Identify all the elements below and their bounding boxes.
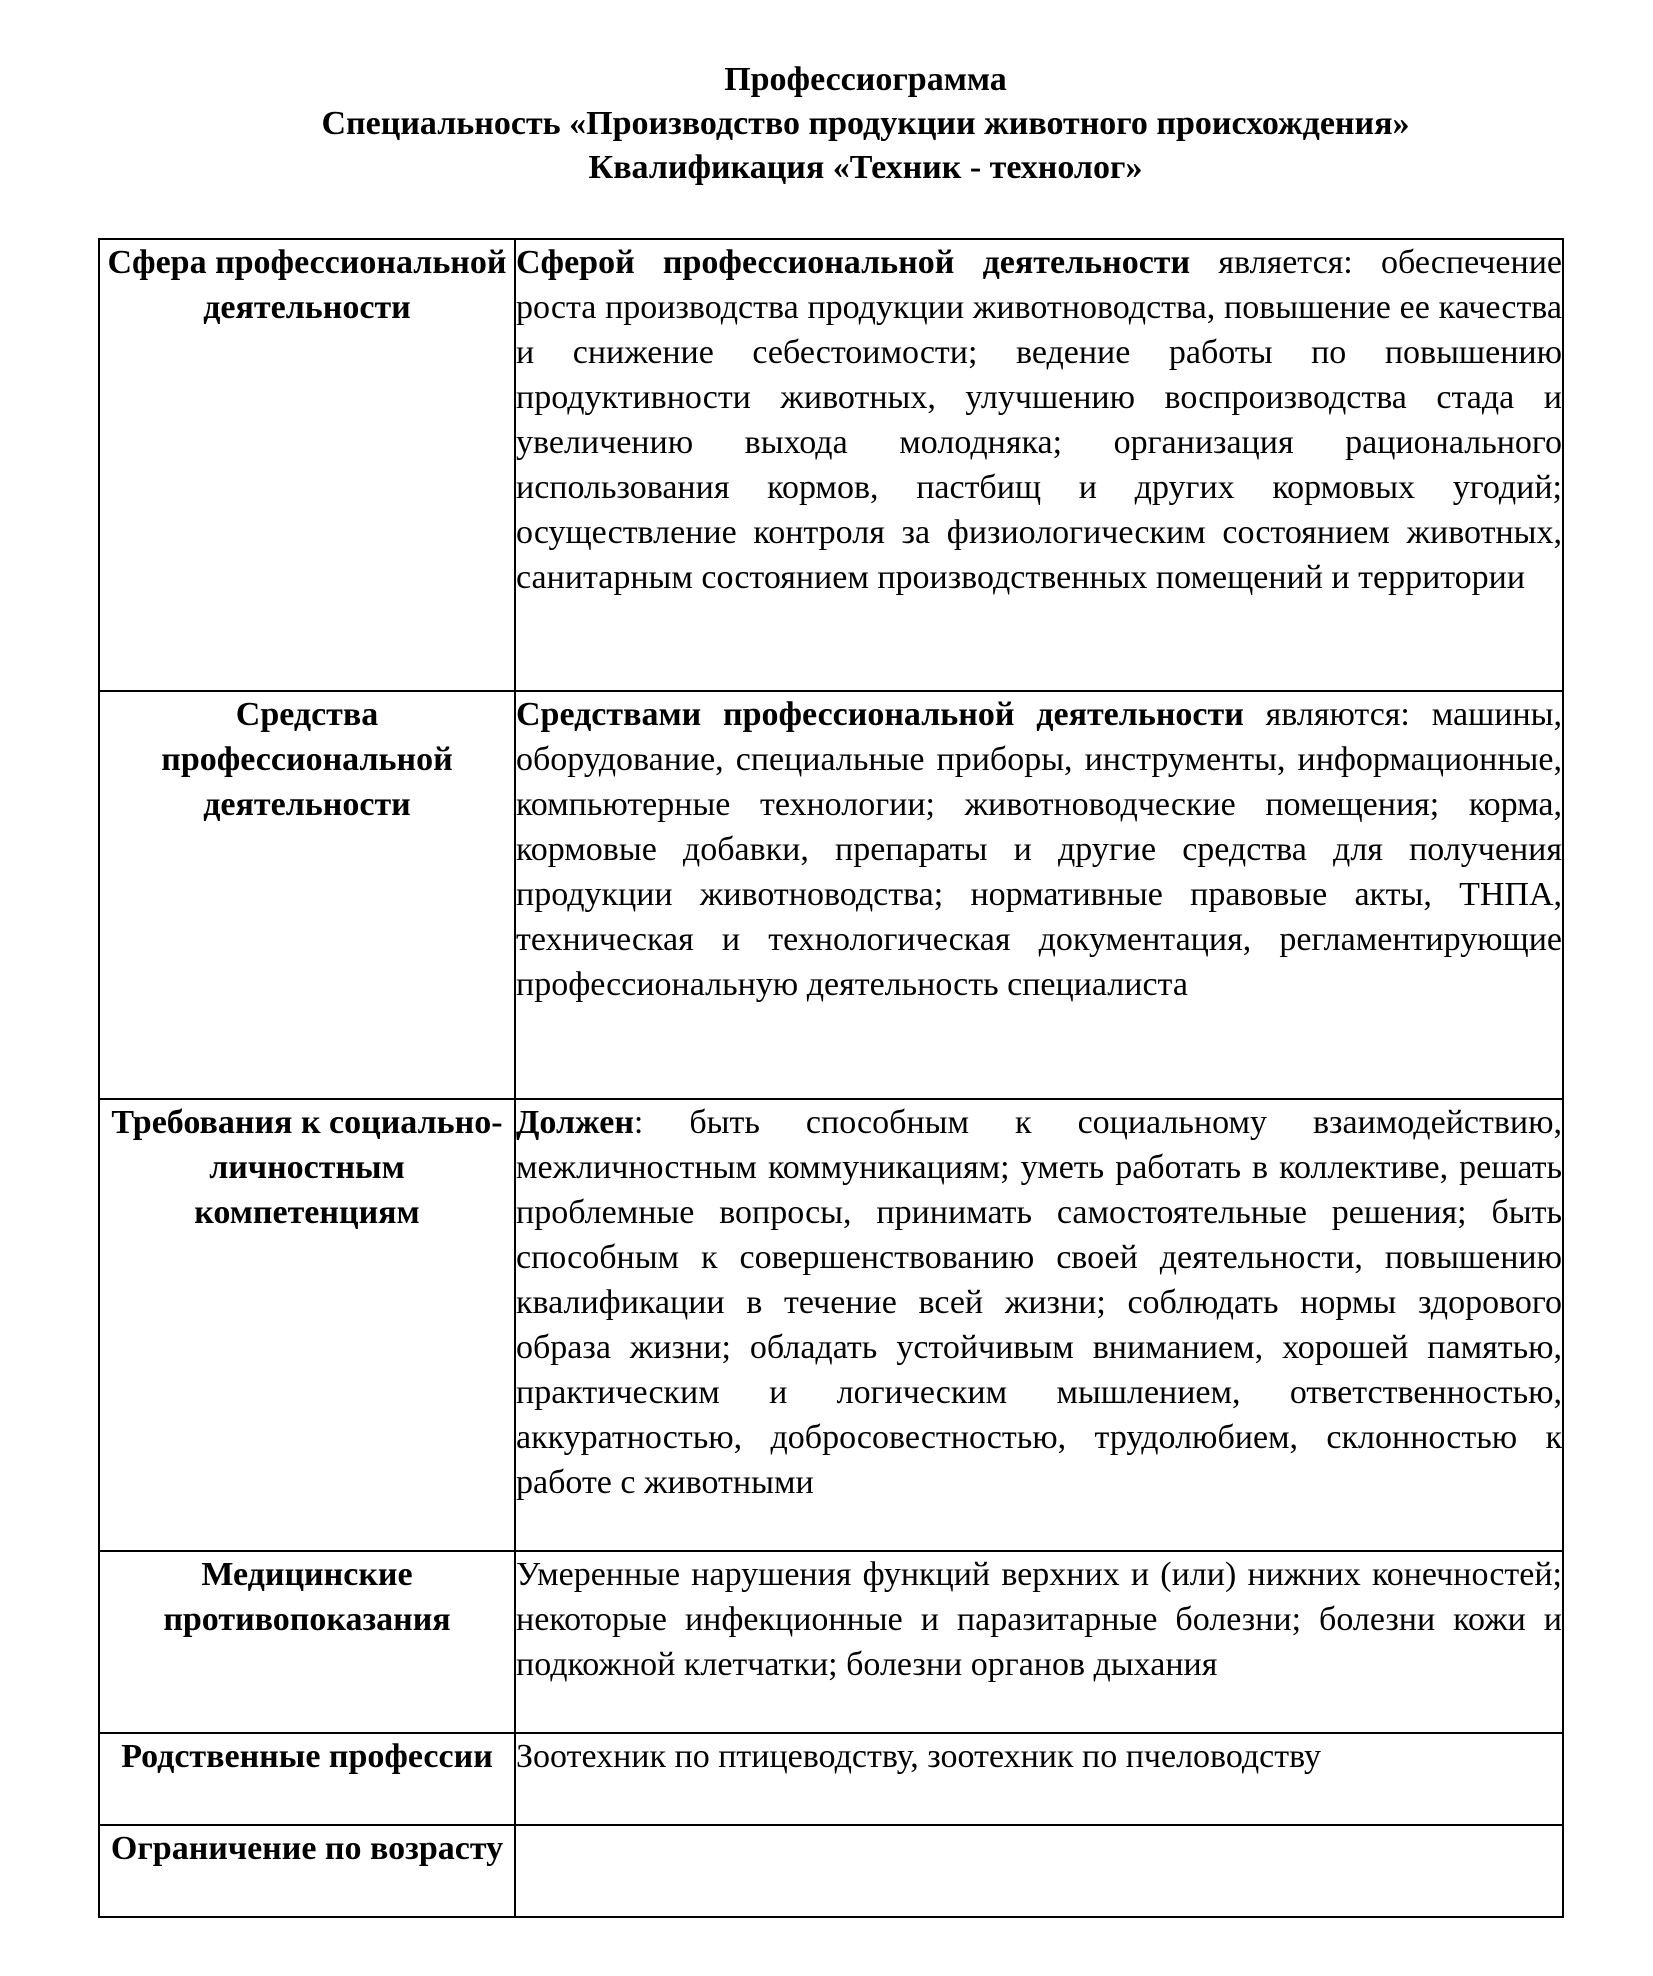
row-lead: Сферой профессиональной деятельности <box>516 244 1191 281</box>
row-label: Сфера профессиональной деятельности <box>99 239 515 691</box>
row-text: : быть способным к социальному взаимодействию, межличностным коммуникациям; уметь работать в коллективе, решать проблемные вопросы, принимать самостоятельные решения; быть способным к совершенствованию своей деятельности, повышению квалификации в течение всей жизни; соблюдать нормы здорового образа жизни; обладать устойчивым вниманием, хорошей памятью, практическим и логическим мышлением, ответственностью, аккуратностью, добросовестностью, трудолюбием, склонностью к работе с животными <box>516 1104 1562 1501</box>
row-content <box>515 691 1563 1099</box>
row-label: Медицинские противопоказания <box>99 1551 515 1733</box>
row-content <box>515 239 1563 691</box>
row-lead: Средствами профессиональной деятельности <box>516 696 1244 733</box>
document-title: Профессиограмма <box>724 61 1007 98</box>
table-row <box>99 1733 1563 1825</box>
row-label: Средства профессиональной деятельности <box>99 691 515 1099</box>
table-row <box>99 1825 1563 1917</box>
qualification-line: Квалификация «Техник - технолог» <box>588 149 1143 186</box>
row-label: Требования к социально-личностным компетенциям <box>99 1099 515 1551</box>
row-content: Умеренные нарушения функций верхних и (или) нижних конечностей; некоторые инфекционные и паразитарные болезни; болезни кожи и подкожной клетчатки; болезни органов дыхания <box>515 1551 1563 1733</box>
table-row <box>99 1099 1563 1551</box>
row-content <box>515 1825 1563 1917</box>
table-row <box>99 1551 1563 1733</box>
table-row <box>99 691 1563 1099</box>
table-row <box>99 239 1563 691</box>
row-label: Ограничение по возрасту <box>99 1825 515 1917</box>
row-content <box>515 1099 1563 1551</box>
row-text: является: обеспечение роста производства продукции животноводства, повышение ее качества и снижение себестоимости; ведение работы по повышению продуктивности животных, улучшению воспроизводства стада и увеличению выхода молодняка; организация рационального использования кормов, пастбищ и других кормовых угодий; осуществление контроля за физиологическим состоянием животных, санитарным состоянием производственных помещений и территории <box>516 244 1562 596</box>
specialty-line: Специальность «Производство продукции животного происхождения» <box>321 105 1410 142</box>
row-label: Родственные профессии <box>99 1733 515 1825</box>
row-text: являются: машины, оборудование, специальные приборы, инструменты, информационные, компьютерные технологии; животноводческие помещения; корма, кормовые добавки, препараты и другие средства для получения продукции животноводства; нормативные правовые акты, ТНПА, техническая и технологическая документация, регламентирующие профессиональную деятельность специалиста <box>516 696 1562 1003</box>
document-header <box>0 58 1653 190</box>
row-content: Зоотехник по птицеводству, зоотехник по пчеловодству <box>515 1733 1563 1825</box>
row-lead: Должен <box>516 1104 634 1141</box>
profession-table <box>98 238 1564 1918</box>
